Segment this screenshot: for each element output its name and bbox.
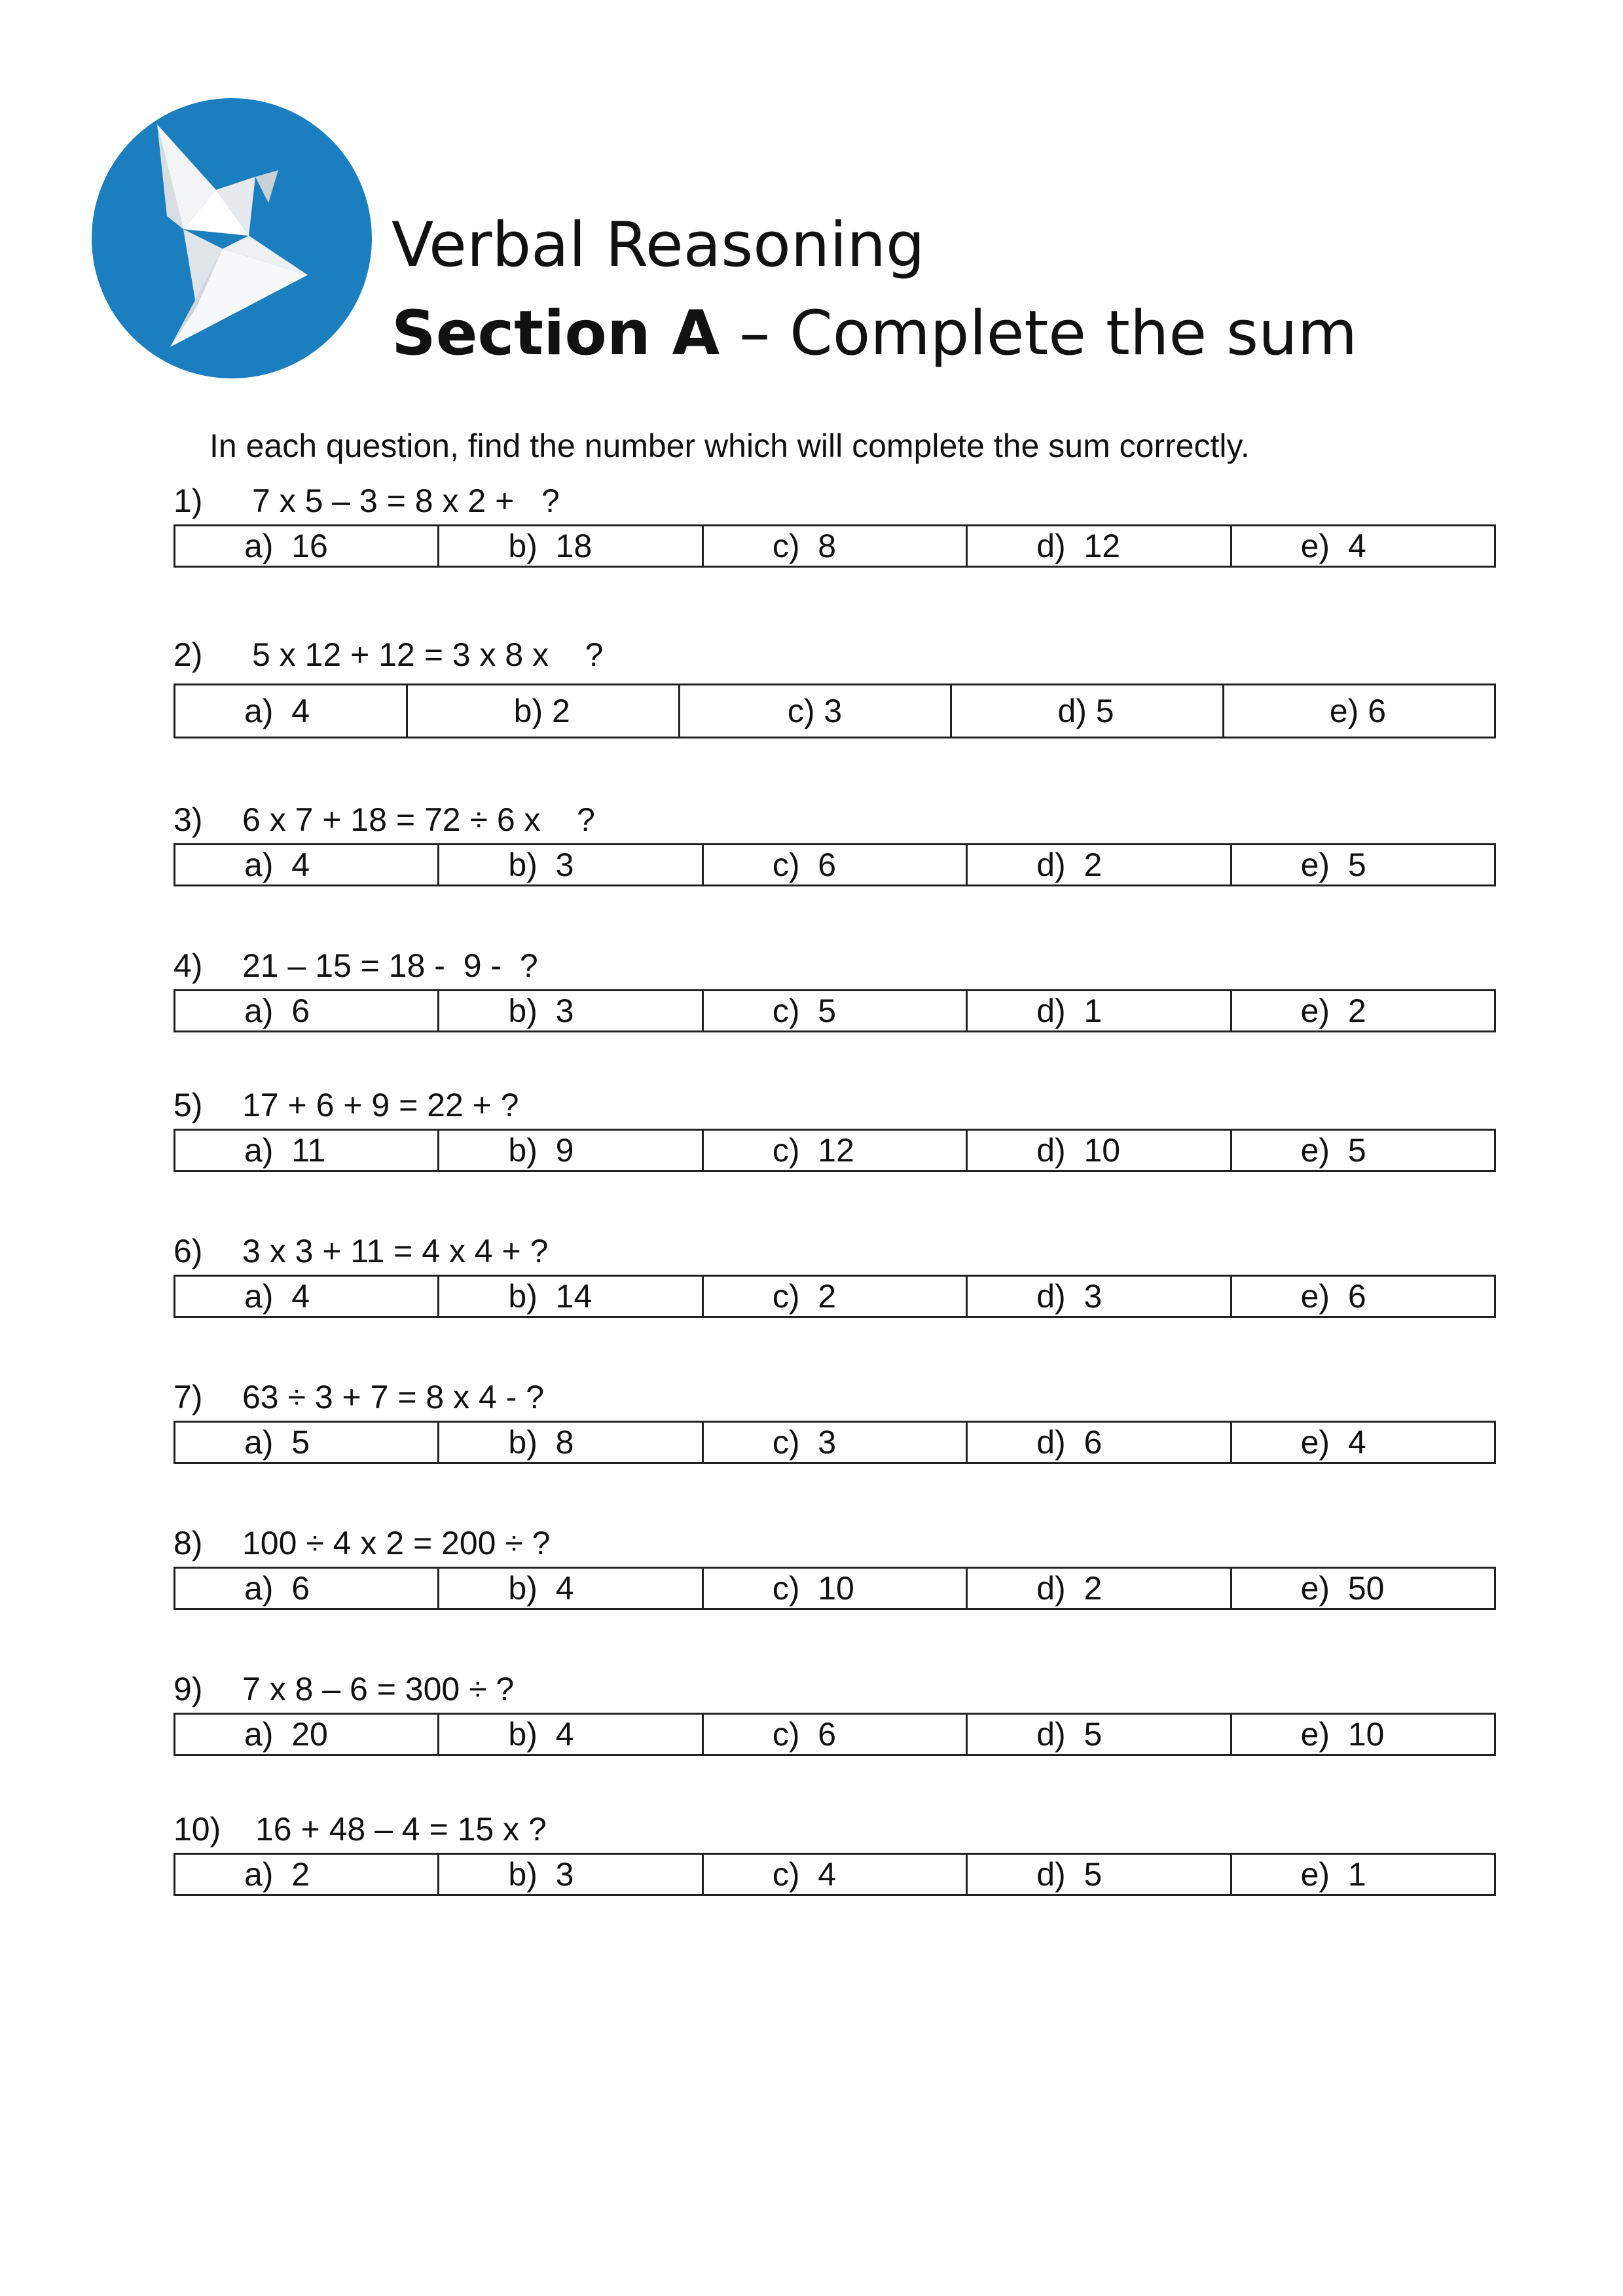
answer-option[interactable]: c) 6 xyxy=(704,845,968,884)
question-number: 4) xyxy=(173,947,203,984)
answer-option[interactable]: c) 10 xyxy=(704,1569,968,1608)
answer-option[interactable]: a) 20 xyxy=(175,1715,439,1754)
question xyxy=(173,1085,1496,1172)
question xyxy=(173,800,1496,886)
answer-option[interactable]: e) 50 xyxy=(1300,1570,1385,1607)
answer-option[interactable]: d) 6 xyxy=(968,1423,1231,1462)
section-subtitle: – Complete the sum xyxy=(720,298,1358,369)
origami-dove-icon xyxy=(92,98,372,378)
section-title xyxy=(392,298,1357,369)
answer-option[interactable]: a) 16 xyxy=(175,526,439,566)
answer-option[interactable]: c) 2 xyxy=(704,1277,968,1316)
answer-option[interactable]: b) 9 xyxy=(439,1131,703,1170)
section-label: Section A xyxy=(392,298,720,369)
answer-row xyxy=(173,1713,1496,1756)
answer-option[interactable]: c) 4 xyxy=(704,1855,968,1894)
answer-option[interactable]: a) 5 xyxy=(175,1423,439,1462)
answer-option[interactable]: d) 10 xyxy=(968,1131,1231,1170)
answer-option[interactable]: a) 11 xyxy=(175,1131,439,1170)
question-number: 10) xyxy=(173,1811,221,1848)
answer-row xyxy=(173,1275,1496,1318)
answer-option[interactable]: b) 3 xyxy=(439,991,703,1030)
answer-option[interactable]: a) 6 xyxy=(175,991,439,1030)
answer-option[interactable]: e) 10 xyxy=(1300,1716,1385,1753)
question xyxy=(173,1377,1496,1464)
answer-option[interactable]: c) 6 xyxy=(704,1715,968,1754)
answer-row xyxy=(173,989,1496,1032)
question-expression: 17 + 6 + 9 = 22 + ? xyxy=(242,1087,519,1123)
question-number: 5) xyxy=(173,1087,203,1123)
answer-row xyxy=(173,524,1496,568)
page-title: Verbal Reasoning xyxy=(392,210,925,281)
answer-row xyxy=(173,1421,1496,1464)
answer-option[interactable]: a) 2 xyxy=(175,1855,439,1894)
answer-option[interactable]: d) 5 xyxy=(968,1715,1231,1754)
answer-option[interactable]: e) 4 xyxy=(1300,528,1366,564)
answer-option[interactable]: a) 4 xyxy=(175,685,408,737)
answer-option[interactable]: b) 18 xyxy=(439,526,703,566)
answer-row xyxy=(173,683,1496,738)
answer-row xyxy=(173,1567,1496,1610)
answer-option[interactable]: b) 3 xyxy=(439,845,703,884)
answer-option[interactable]: c) 8 xyxy=(704,526,968,566)
answer-option[interactable]: e) 2 xyxy=(1300,993,1366,1029)
answer-option[interactable]: e) 5 xyxy=(1300,847,1366,883)
question-expression: 21 – 15 = 18 - 9 - ? xyxy=(242,947,538,984)
answer-row xyxy=(173,1129,1496,1172)
answer-option[interactable]: b) 2 xyxy=(408,685,680,737)
answer-option[interactable]: d) 1 xyxy=(968,991,1231,1030)
question-expression: 5 x 12 + 12 = 3 x 8 x ? xyxy=(252,636,604,673)
question-number: 7) xyxy=(173,1379,203,1415)
answer-option[interactable]: e) 6 xyxy=(1329,693,1387,729)
question-number: 1) xyxy=(173,483,203,519)
answer-row xyxy=(173,843,1496,886)
answer-option[interactable]: b) 14 xyxy=(439,1277,703,1316)
answer-option[interactable]: d) 5 xyxy=(968,1855,1231,1894)
question-expression: 3 x 3 + 11 = 4 x 4 + ? xyxy=(242,1233,549,1269)
question-expression: 7 x 5 – 3 = 8 x 2 + ? xyxy=(252,483,560,519)
answer-option[interactable]: d) 2 xyxy=(968,1569,1231,1608)
answer-option[interactable]: e) 6 xyxy=(1300,1278,1366,1315)
answer-option[interactable]: e) 1 xyxy=(1300,1856,1366,1893)
answer-option[interactable]: e) 5 xyxy=(1300,1132,1366,1169)
answer-option[interactable]: b) 8 xyxy=(439,1423,703,1462)
question xyxy=(173,946,1496,1032)
answer-option[interactable]: b) 3 xyxy=(439,1855,703,1894)
answer-option[interactable]: c) 3 xyxy=(704,1423,968,1462)
answer-option[interactable]: d) 2 xyxy=(968,845,1231,884)
question-number: 9) xyxy=(173,1671,203,1707)
answer-option[interactable]: a) 4 xyxy=(175,845,439,884)
question-number: 6) xyxy=(173,1233,203,1269)
answer-option[interactable]: c) 3 xyxy=(680,685,952,737)
question-number: 2) xyxy=(173,636,203,673)
question-expression: 100 ÷ 4 x 2 = 200 ÷ ? xyxy=(242,1525,551,1561)
answer-option[interactable]: a) 6 xyxy=(175,1569,439,1608)
answer-option[interactable]: b) 4 xyxy=(439,1715,703,1754)
instructions: In each question, find the number which will complete the sum correctly. xyxy=(210,428,1250,464)
question-expression: 63 ÷ 3 + 7 = 8 x 4 - ? xyxy=(242,1379,545,1415)
question xyxy=(173,1810,1496,1896)
question xyxy=(173,481,1496,568)
answer-option[interactable]: b) 4 xyxy=(439,1569,703,1608)
question-number: 8) xyxy=(173,1525,203,1561)
question xyxy=(173,1669,1496,1756)
answer-option[interactable]: a) 4 xyxy=(175,1277,439,1316)
question-expression: 6 x 7 + 18 = 72 ÷ 6 x ? xyxy=(242,801,595,838)
answer-option[interactable]: d) 5 xyxy=(952,685,1224,737)
answer-option[interactable]: d) 12 xyxy=(968,526,1231,566)
question xyxy=(173,1523,1496,1610)
question-expression: 16 + 48 – 4 = 15 x ? xyxy=(255,1811,547,1848)
question xyxy=(173,1231,1496,1318)
question-expression: 7 x 8 – 6 = 300 ÷ ? xyxy=(242,1671,515,1707)
answer-option[interactable]: e) 4 xyxy=(1300,1424,1366,1461)
answer-option[interactable]: d) 3 xyxy=(968,1277,1231,1316)
answer-option[interactable]: c) 5 xyxy=(704,991,968,1030)
question-number: 3) xyxy=(173,801,203,838)
question xyxy=(173,635,1496,738)
answer-option[interactable]: c) 12 xyxy=(704,1131,968,1170)
answer-row xyxy=(173,1853,1496,1896)
